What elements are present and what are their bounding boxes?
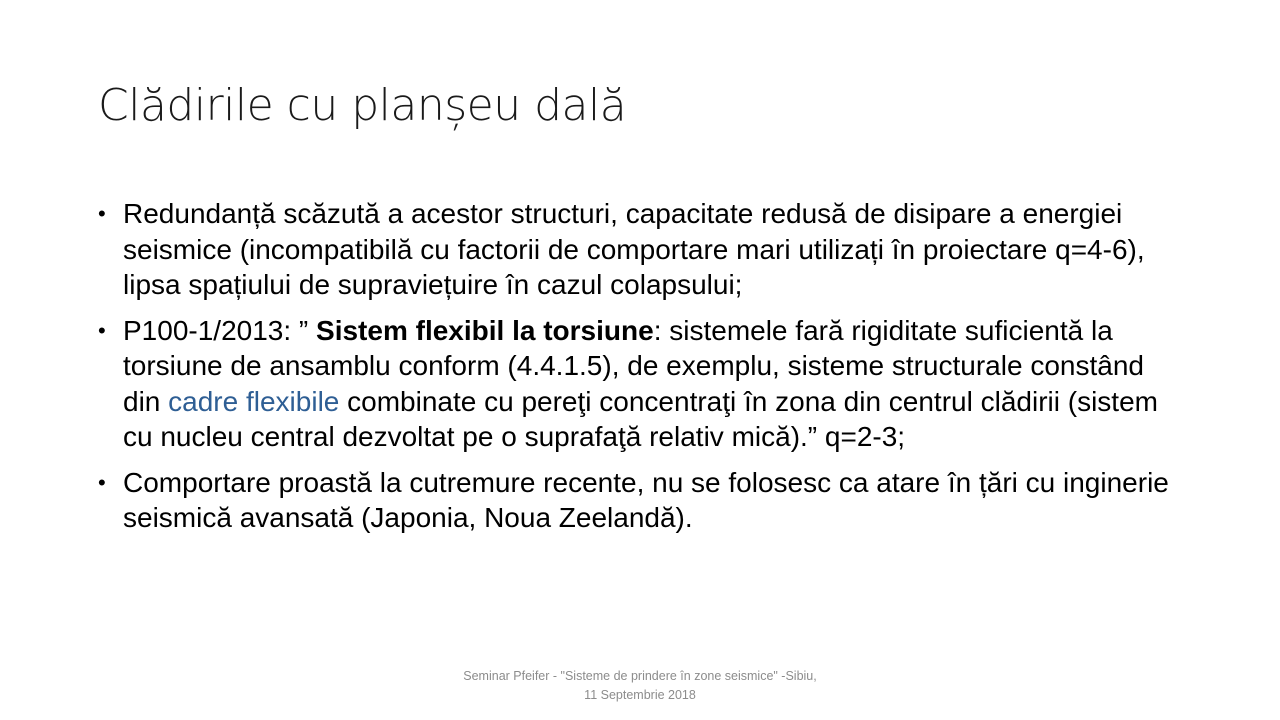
bullet-item-p100-definition <box>98 313 1183 455</box>
bullet-icon: • <box>98 201 106 226</box>
slide-footer <box>340 667 940 705</box>
bullet-text: Redundanță scăzută a acestor structuri, capacitate redusă de disipare a energiei seismice (incompatibilă cu factorii de comportare mari utilizați în proiectare q=4-6), lipsa spațiului de supraviețuire în cazul colapsului; <box>123 198 1145 300</box>
slide-title: Clădirile cu planșeu dală <box>98 80 627 131</box>
bullet-item-redundancy <box>98 196 1183 303</box>
bullet-list <box>98 196 1183 546</box>
bullet-text-middle: : sistemele fară rigiditate suficientă la torsiune de ansamblu conform (4.4.1.5), de exemplu, sisteme structurale constând din <box>123 314 1144 417</box>
bullet-item-behavior <box>98 465 1183 536</box>
bullet-text-prefix: P100-1/2013: ” <box>123 314 317 346</box>
bold-term: Sistem flexibil la torsiune <box>316 314 654 346</box>
bullet-text-suffix: combinate cu pereţi concentraţi în zona din centrul clădirii (sistem cu nucleu central dezvoltat pe o suprafaţă relativ mică).” q=2-3; <box>123 385 1158 452</box>
footer-line-2: 11 Septembrie 2018 <box>584 688 696 702</box>
bullet-icon: • <box>98 469 106 495</box>
bullet-icon: • <box>98 317 106 343</box>
bullet-text: Comportare proastă la cutremure recente, nu se folosesc ca atare în țări cu inginerie seismică avansată (Japonia, Noua Zeelandă). <box>123 466 1169 533</box>
highlighted-term: cadre flexibile <box>168 385 340 417</box>
footer-line-1: Seminar Pfeifer - "Sisteme de prindere în zone seismice" -Sibiu, <box>463 669 817 683</box>
